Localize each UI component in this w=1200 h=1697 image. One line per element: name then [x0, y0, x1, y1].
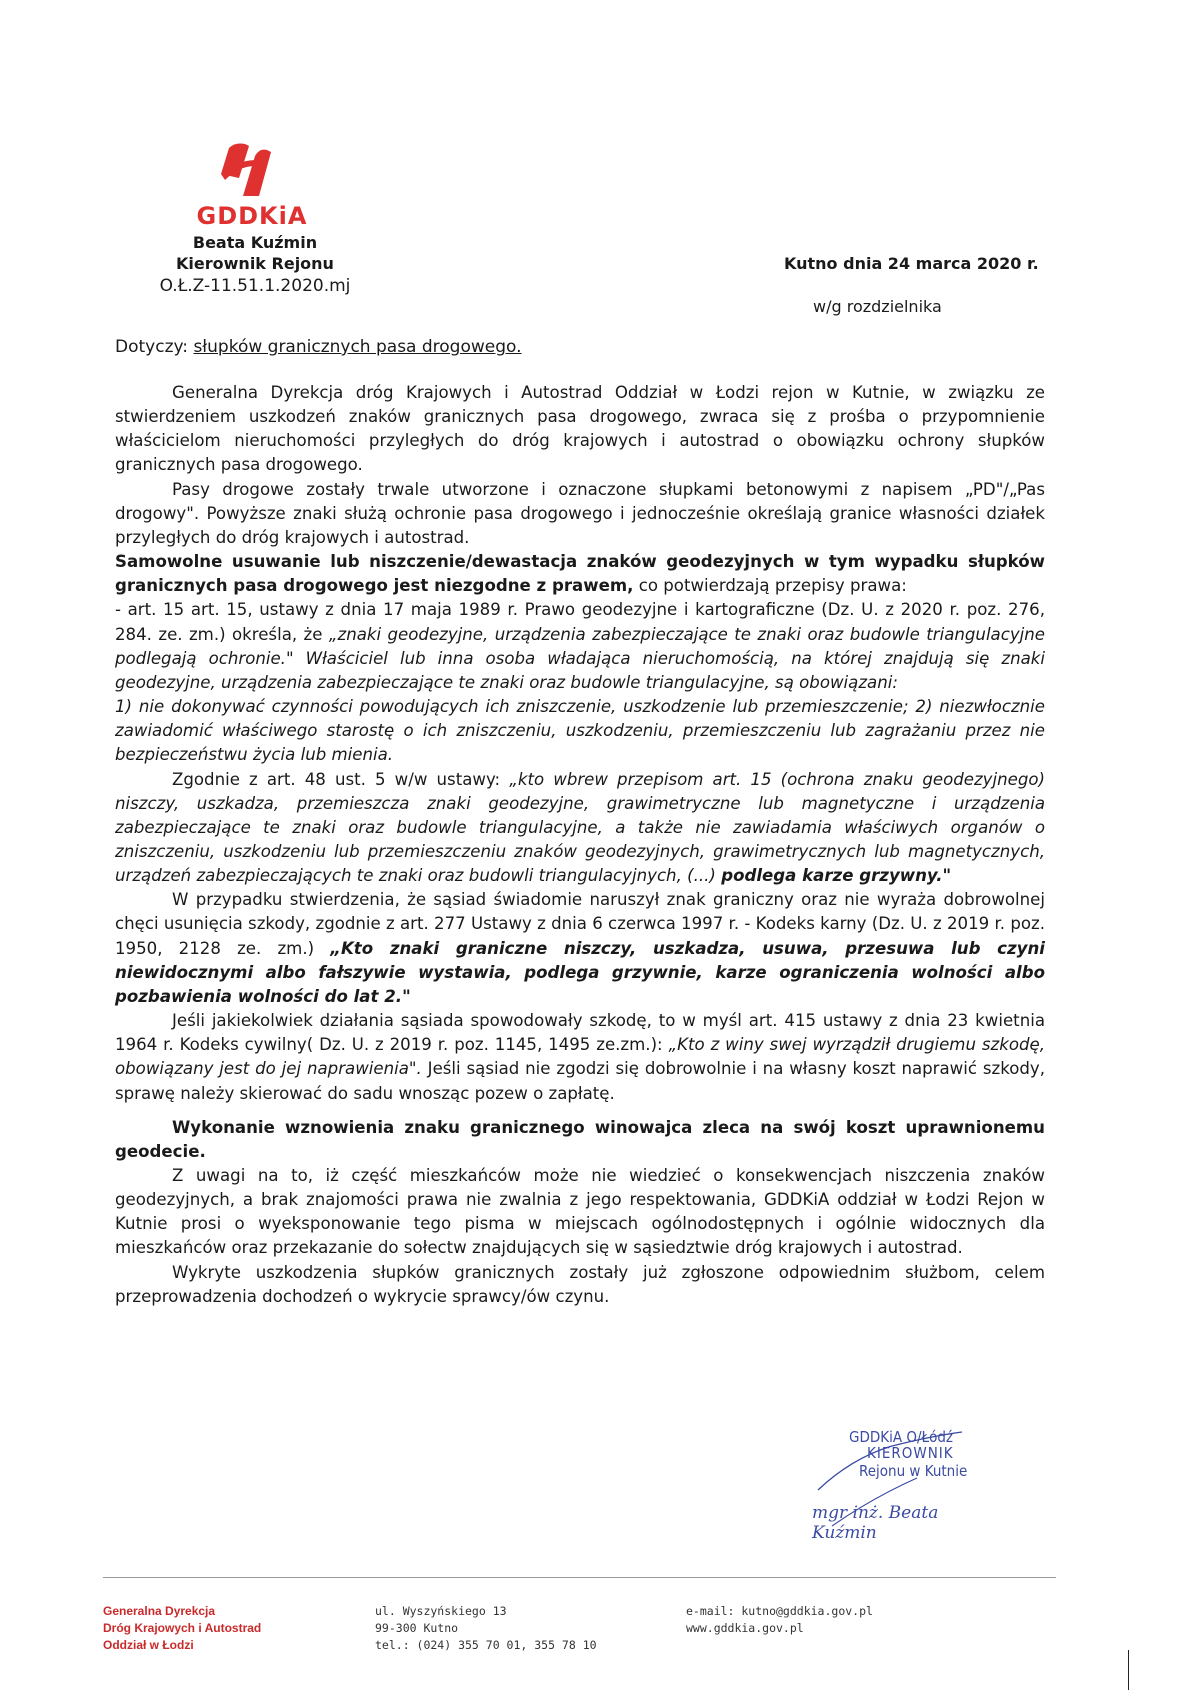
paragraph-8-plain: Jeśli jakiekolwiek działania sąsiada spowodowały szkodę, to w myśl art. 415 ustawy z dnia 23 kwietnia 1964 r. Kodeks cywilny( Dz. U. z 2019 r. poz. 1145, 1495 ze.zm.): [115, 1011, 1045, 1055]
paragraph-10: Z uwagi na to, iż część mieszkańców może nie wiedzieć o konsekwencjach niszczenia znaków geodezyjnych, a brak znajomości prawa nie zwalnia z jego respektowania, GDDKiA oddział w Łodzi Rejon w Kutnie prosi o wyeksponowanie tego pisma w miejscach ogólnodostępnych i ogólnie widocznych dla mieszkańców oraz przekazanie do sołectw znajdujących się w sąsiedztwie dróg krajowych i autostrad. [115, 1166, 1045, 1258]
footer-address [375, 1603, 597, 1654]
footer-organization [103, 1603, 261, 1654]
gddkia-logo-icon [215, 140, 275, 200]
signature-name: mgr inż. Beata Kuźmin [812, 1503, 939, 1543]
paragraph-6-plain: Zgodnie z art. 48 ust. 5 w/w ustawy: [172, 769, 510, 789]
paragraph-3-rest: co potwierdzają przepisy prawa: [633, 576, 907, 596]
paragraph-6 [115, 768, 1045, 889]
paragraph-4-plain: - art. 15 art. 15, ustawy z dnia 17 maja 1989 r. Prawo geodezyjne i kartograficzne (Dz. U. z 2020 r. poz. 276, 284. ze. zm.) określa, że [115, 600, 1045, 644]
footer-org-line-3: Oddział w Łodzi [103, 1638, 194, 1652]
paragraph-6-italic: „kto wbrew przepisom art. 15 (ochrona znaku geodezyjnego) niszczy, uszkadza, przemieszcza znaki geodezyjne, grawimetryczne lub magnetyczne i urządzenia zabezpieczające te znaki oraz budowle triangulacyjne, a także nie zawiadamia właściwych organów o zniszczeniu, uszkodzeniu lub przemieszczeniu znaków geodezyjnych, grawimetrycznych lub magnetycznych, urządzeń zabezpieczających te znaki oraz budowli triangulacyjnych, (...) [115, 769, 1045, 886]
paragraph-4-italic: „znaki geodezyjne, urządzenia zabezpieczające te znaki oraz budowle triangulacyjne podlegają ochronie." Właściciel lub inna osoba władająca nieruchomością, na której znajdują się znaki geodezyjne, urządzenia zabezpieczające te znaki oraz budowle triangulacyjne, są obowiązani: [115, 624, 1045, 692]
footer-org-line-2: Dróg Krajowych i Autostrad [103, 1621, 262, 1635]
subject-line [115, 337, 522, 357]
paragraph-7-plain: W przypadku stwierdzenia, że sąsiad świadomie naruszył znak graniczny oraz nie wyraża dobrowolnej chęci usunięcia szkody, zgodnie z art. 277 Ustawy z dnia 6 czerwca 1997 r. - Kodeks karny (Dz. U. z 2019 r. poz. 1950, 2128 ze. zm.) [115, 890, 1045, 958]
paragraph-3 [115, 550, 1045, 598]
paragraph-1: Generalna Dyrekcja dróg Krajowych i Autostrad Oddział w Łodzi rejon w Kutnie, w związku ze stwierdzeniem uszkodzeń znaków granicznych pasa drogowego, zwraca się z prośba o przypomnienie właścicielom nieruchomości przyległych do dróg krajowych i autostrad o obowiązku ochrony słupków granicznych pasa drogowego. [115, 383, 1045, 475]
subject-text: słupków granicznych pasa drogowego. [193, 337, 522, 357]
paragraph-7-bold: „Kto znaki graniczne niszczy, uszkadza, usuwa, przesuwa lub czyni niewidocznymi albo fałszywie wystawia, podlega grzywnie, karze ograniczenia wolności albo pozbawienia wolności do lat 2." [115, 938, 1045, 1006]
sender-name: Beata Kuźmin [192, 233, 318, 252]
paragraph-8-italic: „Kto z winy swej wyrządził drugiemu szkodę, obowiązany jest do jej naprawienia". [115, 1035, 1045, 1079]
brand-name: GDDKiA [196, 202, 308, 230]
letter-body [115, 381, 1045, 1309]
paragraph-2: Pasy drogowe zostały trwale utworzone i oznaczone słupkami betonowymi z napisem „PD"/„Pas drogowy". Powyższe znaki służą ochronie pasa drogowego i jednocześnie określają granice własności działek przyległych do dróg krajowych i autostrad. [115, 479, 1045, 547]
footer-phone: tel.: (024) 355 70 01, 355 78 10 [375, 1638, 597, 1652]
footer-divider [103, 1577, 1056, 1578]
sender-block [140, 232, 370, 298]
stamp-line-1: GDDKiA O/Łódź [849, 1428, 954, 1446]
sender-title: Kierownik Rejonu [176, 254, 334, 273]
footer-contact [686, 1603, 873, 1637]
paragraph-11: Wykryte uszkodzenia słupków granicznych zostały już zgłoszone odpowiednim służbom, celem przeprowadzenia dochodzeń o wykrycie sprawcy/ów czynu. [115, 1262, 1045, 1306]
paragraph-3-bold: Samowolne usuwanie lub niszczenie/dewastacja znaków geodezyjnych w tym wypadku słupków granicznych pasa drogowego jest niezgodne z prawem, [115, 552, 1045, 596]
page-edge-mark [1128, 1650, 1129, 1690]
subject-label: Dotyczy: [115, 337, 189, 357]
footer-email: e-mail: kutno@gddkia.gov.pl [686, 1604, 873, 1618]
paragraph-8 [115, 1009, 1045, 1106]
letter-date: Kutno dnia 24 marca 2020 r. [784, 254, 1039, 273]
paragraph-9: Wykonanie wznowienia znaku granicznego winowajca zleca na swój koszt uprawnionemu geodecie. [115, 1117, 1045, 1161]
recipients-note: w/g rozdzielnika [813, 297, 942, 316]
footer-city: 99-300 Kutno [375, 1621, 459, 1635]
paragraph-6-bold: podlega karze grzywny." [721, 866, 952, 886]
footer-website: www.gddkia.gov.pl [686, 1621, 804, 1635]
footer-org-line-1: Generalna Dyrekcja [103, 1604, 216, 1618]
stamp-line-3: Rejonu w Kutnie [859, 1462, 968, 1480]
paragraph-4 [115, 598, 1045, 695]
footer-street: ul. Wyszyńskiego 13 [375, 1604, 507, 1618]
reference-number: O.Ł.Z-11.51.1.2020.mj [159, 276, 351, 296]
paragraph-5: 1) nie dokonywać czynności powodujących ich zniszczenie, uszkodzenie lub przemieszczenie; 2) niezwłocznie zawiadomić właściwego starostę o ich zniszczeniu, uszkodzeniu, przemieszczeniu lub zagrażaniu przez nie bezpieczeństwu życia lub mienia. [115, 697, 1045, 765]
paragraph-7 [115, 888, 1045, 1009]
paragraph-8-rest: Jeśli sąsiad nie zgodzi się dobrowolnie i na własny koszt naprawić szkody, sprawę należy skierować do sadu wnosząc pozew o zapłatę. [115, 1059, 1045, 1103]
official-stamp [812, 1428, 982, 1543]
stamp-line-2: KIEROWNIK [867, 1444, 954, 1462]
